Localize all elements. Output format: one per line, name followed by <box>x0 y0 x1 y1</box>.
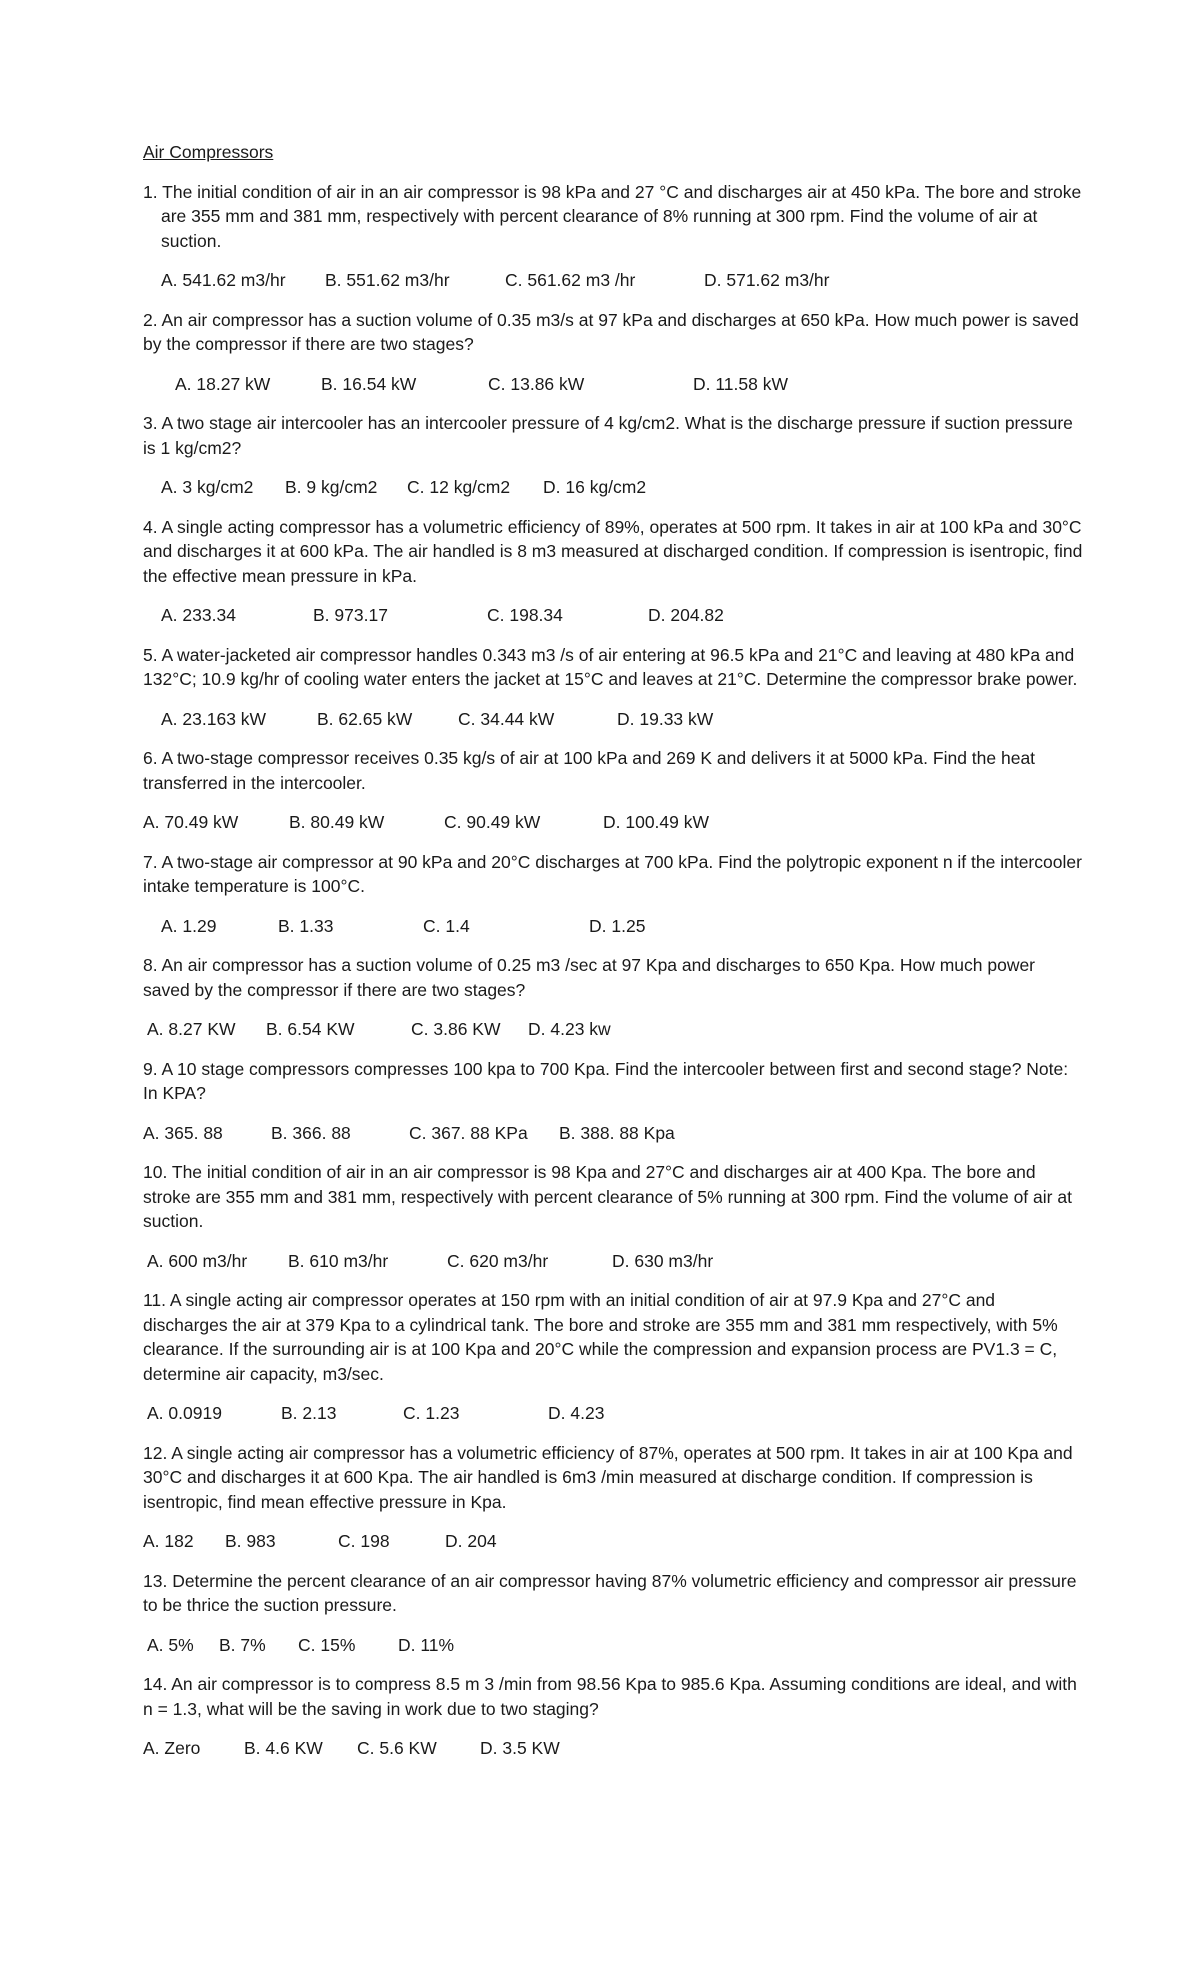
question-text: 2. An air compressor has a suction volume of 0.35 m3/s at 97 kPa and discharges at 650 kPa. How much power is saved by the compressor if there are two stages? <box>143 309 1079 354</box>
option-c: C. 34.44 kW <box>458 708 555 729</box>
question-text: 7. A two-stage air compressor at 90 kPa and 20°C discharges at 700 kPa. Find the polytropic exponent n if the intercooler intake temperature is 100°C. <box>143 851 1082 896</box>
answer-options <box>143 1529 1083 1554</box>
option-a: A. 600 m3/hr <box>147 1250 248 1271</box>
option-c: C. 3.86 KW <box>411 1019 501 1039</box>
option-d: D. 571.62 m3/hr <box>704 270 830 290</box>
option-d: D. 4.23 <box>548 1403 605 1423</box>
question-7 <box>143 850 1083 939</box>
question-text: 12. A single acting air compressor has a volumetric efficiency of 87%, operates at 500 rpm. It takes in air at 100 Kpa and 30°C and discharges it at 600 Kpa. The air handled is 6m3 /min measured at discharge condition. If compression is isentropic, find mean effective pressure in Kpa. <box>143 1442 1073 1512</box>
question-text: 8. An air compressor has a suction volume of 0.25 m3 /sec at 97 Kpa and discharges to 650 Kpa. How much power saved by the compressor if there are two stages? <box>143 955 1036 1000</box>
option-a: A. 70.49 kW <box>143 812 239 832</box>
question-text: 1. The initial condition of air in an air compressor is 98 kPa and 27 °C and discharges air at 450 kPa. The bore and stroke are 355 mm and 381 mm, respectively with percent clearance of 8% running at 300 rpm. Find the volume of air at suction. <box>143 181 1082 251</box>
option-b: B. 610 m3/hr <box>288 1250 389 1271</box>
question-11 <box>143 1288 1083 1426</box>
option-d: D. 19.33 kW <box>617 708 714 729</box>
option-d: D. 630 m3/hr <box>612 1250 714 1271</box>
option-b: B. 9 kg/cm2 <box>285 477 378 497</box>
question-12 <box>143 1441 1083 1554</box>
question-2 <box>143 308 1083 397</box>
option-b: B. 62.65 kW <box>317 708 413 729</box>
option-c: C. 198 <box>338 1531 390 1551</box>
option-a: A. 3 kg/cm2 <box>161 477 254 497</box>
question-text: 9. A 10 stage compressors compresses 100 kpa to 700 Kpa. Find the intercooler between first and second stage? Note: In KPA? <box>143 1058 1069 1103</box>
question-4 <box>143 515 1083 628</box>
option-b: B. 2.13 <box>281 1403 337 1423</box>
option-a: A. 23.163 kW <box>161 708 267 729</box>
option-b: B. 6.54 KW <box>266 1019 355 1039</box>
answer-options <box>143 475 1083 500</box>
answer-options <box>143 1017 1083 1042</box>
option-b: B. 16.54 kW <box>321 373 417 394</box>
question-text: 14. An air compressor is to compress 8.5 m 3 /min from 98.56 Kpa to 985.6 Kpa. Assuming conditions are ideal, and with n = 1.3, what will be the saving in work due to two staging? <box>143 1674 1077 1719</box>
answer-options <box>143 810 1083 835</box>
option-b: B. 551.62 m3/hr <box>325 270 450 290</box>
option-a: A. Zero <box>143 1738 201 1758</box>
option-b: B. 973.17 <box>313 605 388 625</box>
question-13 <box>143 1569 1083 1658</box>
option-d: D. 11% <box>398 1634 455 1655</box>
question-text: 5. A water-jacketed air compressor handles 0.343 m3 /s of air entering at 96.5 kPa and 21°C and leaving at 480 kPa and 132°C; 10.9 kg/hr of cooling water enters the jacket at 15°C and leaves at 21°C. Determine the compressor brake power. <box>143 644 1078 689</box>
option-c: C. 561.62 m3 /hr <box>505 270 636 290</box>
question-8 <box>143 953 1083 1042</box>
option-c: C. 12 kg/cm2 <box>407 477 511 497</box>
option-a: A. 365. 88 <box>143 1122 223 1143</box>
question-10 <box>143 1160 1083 1273</box>
option-d: D. 1.25 <box>589 915 646 936</box>
option-b: B. 983 <box>225 1531 276 1551</box>
answer-options <box>143 914 1083 939</box>
option-c: C. 1.23 <box>403 1403 460 1423</box>
answer-options <box>143 1121 1083 1146</box>
option-c: C. 198.34 <box>487 605 563 625</box>
option-c: C. 90.49 kW <box>444 812 541 832</box>
answer-options <box>143 1736 1083 1761</box>
option-d: D. 3.5 KW <box>480 1738 560 1758</box>
option-d: D. 204.82 <box>648 605 724 625</box>
option-d: D. 100.49 kW <box>603 812 710 832</box>
question-9 <box>143 1057 1083 1146</box>
option-b: B. 4.6 KW <box>244 1738 323 1758</box>
option-c: C. 1.4 <box>423 915 470 936</box>
option-b: B. 366. 88 <box>271 1122 351 1143</box>
question-3 <box>143 411 1083 500</box>
question-text: 4. A single acting compressor has a volumetric efficiency of 89%, operates at 500 rpm. It takes in air at 100 kPa and 30°C and discharges it at 600 kPa. The air handled is 8 m3 measured at discharged condition. If compression is isentropic, find the effective mean pressure in kPa. <box>143 516 1083 586</box>
question-text: 13. Determine the percent clearance of an air compressor having 87% volumetric efficiency and compressor air pressure to be thrice the suction pressure. <box>143 1570 1077 1615</box>
option-b: B. 1.33 <box>278 915 334 936</box>
option-d: D. 4.23 kw <box>528 1019 611 1039</box>
option-c: C. 5.6 KW <box>357 1738 437 1758</box>
option-b: B. 7% <box>219 1634 266 1655</box>
option-a: A. 233.34 <box>161 605 236 625</box>
question-text: 10. The initial condition of air in an air compressor is 98 Kpa and 27°C and discharges air at 400 Kpa. The bore and stroke are 355 mm and 381 mm, respectively with percent clearance of 5% running at 300 rpm. Find the volume of air at suction. <box>143 1162 1072 1231</box>
option-a: A. 541.62 m3/hr <box>161 270 286 290</box>
option-d: D. 16 kg/cm2 <box>543 477 647 497</box>
answer-options <box>143 603 1083 628</box>
option-a: A. 18.27 kW <box>175 373 271 394</box>
question-14 <box>143 1672 1083 1761</box>
option-c: C. 620 m3/hr <box>447 1250 549 1271</box>
answer-options <box>143 1249 1083 1274</box>
option-d: D. 11.58 kW <box>693 373 788 394</box>
option-a: A. 5% <box>147 1634 194 1655</box>
question-text: 3. A two stage air intercooler has an intercooler pressure of 4 kg/cm2. What is the discharge pressure if suction pressure is 1 kg/cm2? <box>143 413 1073 458</box>
option-a: A. 182 <box>143 1531 194 1551</box>
question-6 <box>143 746 1083 835</box>
option-a: A. 1.29 <box>161 915 217 936</box>
option-c: C. 367. 88 KPa <box>409 1122 528 1143</box>
answer-options <box>143 268 1083 293</box>
question-1 <box>143 180 1083 293</box>
question-text: 6. A two-stage compressor receives 0.35 kg/s of air at 100 kPa and 269 K and delivers it at 5000 kPa. Find the heat transferred in the intercooler. <box>143 748 1036 793</box>
option-c: C. 15% <box>298 1634 356 1655</box>
answer-options <box>143 1401 1083 1426</box>
option-d: D. 204 <box>445 1531 497 1551</box>
document-page <box>143 140 1083 1776</box>
option-a: A. 8.27 KW <box>147 1019 236 1039</box>
option-d: B. 388. 88 Kpa <box>559 1122 675 1143</box>
answer-options <box>143 372 1083 397</box>
document-title: Air Compressors <box>143 142 274 162</box>
option-b: B. 80.49 kW <box>289 812 385 832</box>
option-c: C. 13.86 kW <box>488 373 585 394</box>
question-text: 11. A single acting air compressor operates at 150 rpm with an initial condition of air at 97.9 Kpa and 27°C and discharges the air at 379 Kpa to a cylindrical tank. The bore and stroke are 355 mm and 381 mm respectively, with 5% clearance. If the surrounding air is at 100 Kpa and 20°C while the compression and expansion process are PV1.3 = C, determine air capacity, m3/sec. <box>143 1290 1058 1384</box>
answer-options <box>143 1633 1083 1658</box>
answer-options <box>143 707 1083 732</box>
question-5 <box>143 643 1083 732</box>
option-a: A. 0.0919 <box>147 1403 222 1423</box>
